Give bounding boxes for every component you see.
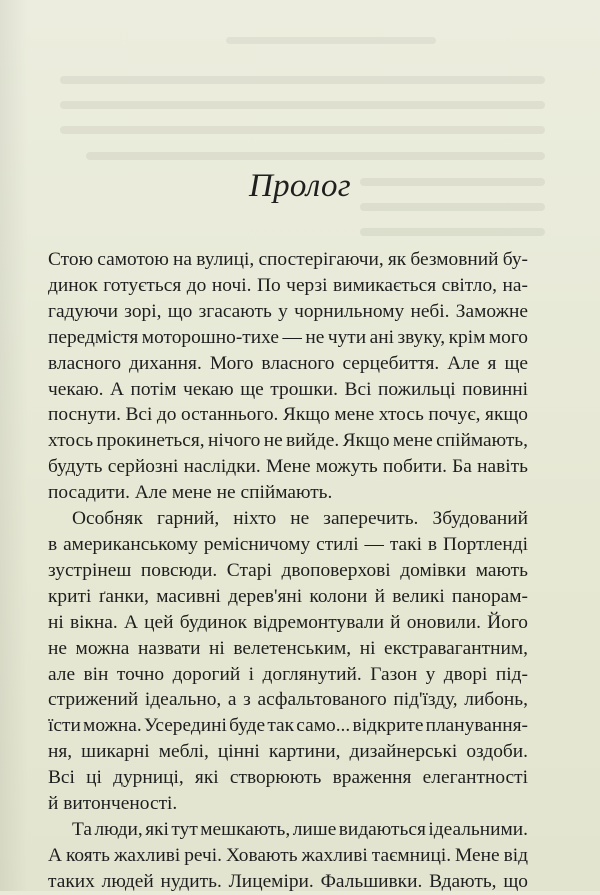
text-line: Особняк гарний, ніхто не заперечить. Збудований <box>72 508 528 530</box>
text-line: поснути. Всі до останнього. Якщо мене хтось почує, якщо <box>48 404 528 426</box>
ghost-line <box>60 126 545 134</box>
text-line: в американському ремісничому стилі — такі в Портленді <box>48 533 528 555</box>
text-line: Та люди, які тут мешкають, лише видаються ідеальними. <box>72 818 528 840</box>
text-line: посадити. Але мене не спіймають. <box>48 482 333 504</box>
text-line: зустрінеш повсюди. Старі двоповерхові домівки мають <box>48 559 528 581</box>
ghost-line <box>360 228 545 236</box>
text-line: стрижений ідеально, а з асфальтованого під'їзду, либонь, <box>48 689 528 711</box>
paragraph-2 <box>48 506 528 817</box>
text-line: не можна назвати ні велетенським, ні екстравагантним, <box>48 637 528 659</box>
text-line: динок готується до ночі. По черзі вимикається світло, на- <box>48 274 528 296</box>
ghost-line <box>86 152 545 160</box>
chapter-title: Пролог <box>249 168 351 204</box>
text-line: Стою самотою на вулиці, спостерігаючи, як безмовний бу- <box>48 249 528 270</box>
paragraph-3 <box>48 817 528 895</box>
text-line: ня, шикарні меблі, цінні картини, дизайнерські оздоби. <box>48 741 528 763</box>
ghost-line <box>60 101 545 109</box>
text-line: власного дихання. Мого власного серцебиття. Але я ще <box>48 352 528 374</box>
text-line: криті ґанки, масивні дерев'яні колони й великі панорам- <box>48 585 528 607</box>
text-line: гадуючи зорі, що згасають у чорнильному небі. Заможне <box>48 300 528 322</box>
text-line: ні вікна. А цей будинок відремонтували й оновили. Його <box>48 611 528 633</box>
text-line: їсти можна. Усередині буде так само... відкрите планування- <box>48 715 528 737</box>
text-line: А коять жахливі речі. Ховають жахливі таємниці. Мене від <box>48 844 528 866</box>
ghost-line <box>60 76 545 84</box>
text-line: хтось прокинеться, нічого не вийде. Якщо мене спіймають, <box>48 430 528 452</box>
text-line: й витонченості. <box>48 793 178 815</box>
text-line: Всі ці дурниці, які створюють враження елегантності <box>48 767 528 789</box>
text-line: чекаю. А потім чекаю ще трошки. Всі пожильці повинні <box>48 378 528 400</box>
paragraph-1 <box>48 247 528 506</box>
text-line: таких людей нудить. Лицеміри. Фальшивки. Вдають, що <box>48 870 528 892</box>
text-line: передмістя моторошно-тихе — не чути ані звуку, крім мого <box>48 326 528 348</box>
text-line: але він точно дорогий і доглянутий. Газон у дворі під- <box>48 663 528 685</box>
chapter-body <box>48 247 528 895</box>
ghost-running-head <box>226 37 436 44</box>
text-line: будуть серйозні наслідки. Мене можуть побити. Ба навіть <box>48 456 528 478</box>
